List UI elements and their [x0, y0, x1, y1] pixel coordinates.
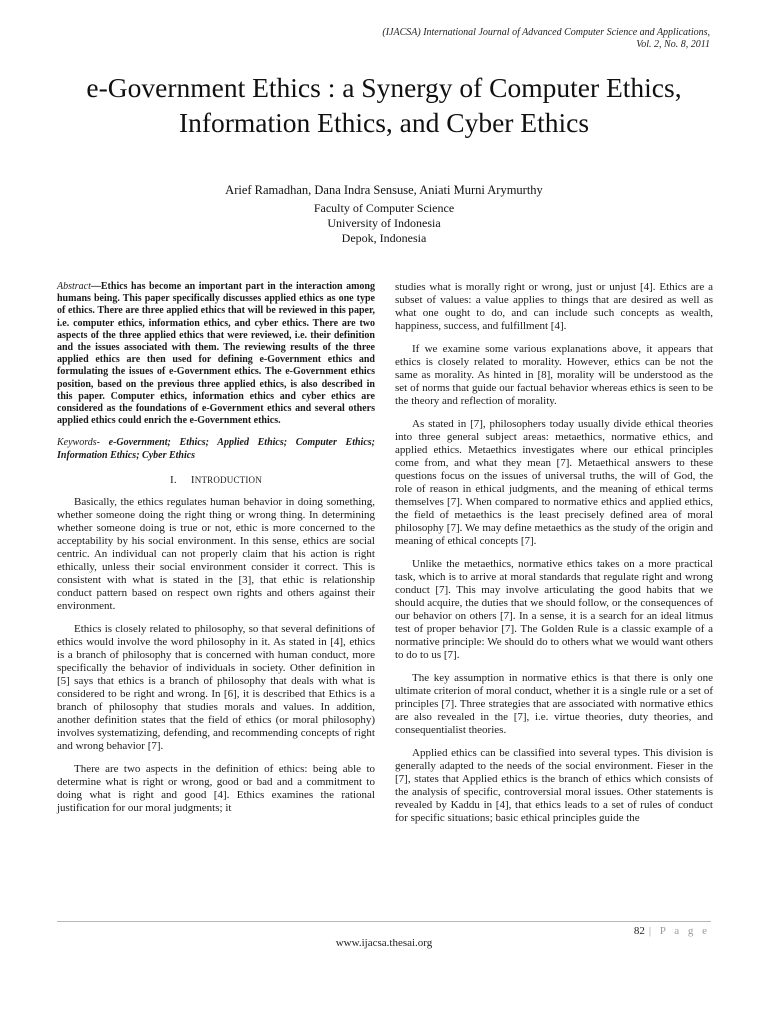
affiliation-faculty: Faculty of Computer Science	[313, 201, 455, 215]
page-number-value: 82	[633, 925, 645, 937]
journal-volume: Vol. 2, No. 8, 2011	[636, 39, 710, 50]
section-title-initial: I	[190, 473, 195, 486]
page-label: | P a g e	[648, 925, 710, 937]
paper-title-line2: Information Ethics, and Cyber Ethics	[178, 107, 590, 138]
journal-header	[382, 27, 710, 51]
paragraph: Applied ethics can be classified into several types. This division is generally adapted to the needs of the social environment. Fieser in the [7], states that Applied ethics is the branch of ethics which consists of the analysis of specific, controversial moral issues. Other statements is revealed by Kaddu in [4], that ethics leads to a set of rules of conduct for specific situations; basic ethical principles guide the	[395, 747, 713, 824]
footer-url[interactable]: www.ijacsa.thesai.org	[335, 937, 433, 949]
section-number: I.	[170, 473, 177, 486]
paragraph: Basically, the ethics regulates human behavior in doing something, whether someone doing the right thing or wrong thing. In determining whether someone doing is true or not, ethic is more concerned to the acceptability by his social environment. In this sense, ethics are social centric. An individual can not properly claim that his action is right ethically, unless their social environment consider it correct. This is consistent with what is stated in the [3], that ethic is relationship conduct pattern based on respect own rights and others against their environment.	[57, 495, 375, 612]
paragraph: The key assumption in normative ethics is that there is only one ultimate criterion of moral conduct, whether it is a single rule or a set of principles [7]. Three strategies that are associated with normative ethics are also revealed in the [7], i.e. virtue theories, duty theories, and consequentialist theories.	[395, 672, 713, 736]
affiliation-university: University of Indonesia	[327, 216, 441, 230]
section-title-rest: NTRODUCTION	[194, 474, 262, 485]
page-number	[634, 925, 710, 937]
keywords	[57, 437, 375, 461]
paper-title-line1: e-Government Ethics : a Synergy of Computer Ethics,	[86, 72, 682, 103]
abstract-lead: Abstract	[57, 281, 91, 292]
left-column	[57, 281, 375, 825]
section-heading-introduction	[57, 474, 375, 487]
paragraph: Unlike the metaethics, normative ethics takes on a more practical task, which is to arrive at moral standards that regulate right and wrong conduct [7]. This may involve articulating the good habits that we should acquire, the duties that we should follow, or the consequences of our behavior on others [7]. In a sense, it is a search for an ideal litmus test of proper behavior [7]. The Golden Rule is a classic example of a normative principle: We should do to others what we would want others to do to us [7].	[395, 558, 713, 661]
affiliation-location: Depok, Indonesia	[341, 231, 427, 245]
keywords-text: e-Government; Ethics; Applied Ethics; Computer Ethics; Information Ethics; Cyber Ethics	[57, 437, 375, 461]
abstract	[57, 281, 375, 427]
abstract-text: —Ethics has become an important part in the interaction among humans being. This paper specifically discusses applied ethics as one type of ethics. There are three applied ethics that will be reviewed in this paper, i.e. computer ethics, information ethics, and cyber ethics. There are two aspects of the three applied ethics that were reviewed, i.e. their definition and the issues associated with them. The reviewing results of the three applied ethics are then used for defining e-Government ethics and formulating the issues of e-Government ethics. The e-Government ethics position, based on the previous three applied ethics, is also described in this paper. Computer ethics, information ethics and cyber ethics are considered as the foundations of e-Government ethics and several others applied ethics could enrich the e-Government ethics.	[57, 281, 375, 427]
paragraph: There are two aspects in the definition of ethics: being able to determine what is right or wrong, good or bad and a commitment to doing what is right and good [4]. Ethics examines the rational justification for our moral judgments; it	[57, 762, 375, 814]
paper-title	[0, 70, 768, 140]
right-column	[395, 281, 713, 835]
paragraph: Ethics is closely related to philosophy, so that several definitions of ethics would involve the word philosophy in it. As stated in [4], ethics is a branch of philosophy that is concerned with human conduct, more specifically the behavior of individuals in society. Other definition in [5] says that ethics is a branch of philosophy that deals with what is considered to be right and wrong. In [6], it is described that Ethics is a branch of philosophy that studies morals and values. In addition, another definition states that the field of ethics (or moral philosophy) involves systematizing, defending, and recommending concepts of right and wrong behavior [7].	[57, 622, 375, 752]
author-block	[0, 183, 768, 246]
keywords-lead: Keywords-	[57, 437, 100, 449]
paragraph: studies what is morally right or wrong, just or unjust [4]. Ethics are a subset of values: a value applies to things that are desired as well as what one ought to do, and can include such concepts as wealth, happiness, success, and fulfillment [4].	[395, 281, 713, 332]
footer-rule	[57, 921, 711, 922]
paragraph: As stated in [7], philosophers today usually divide ethical theories into three general subject areas: metaethics, normative ethics, and applied ethics. Metaethics investigates where our ethical principles come from, and what they mean [7]. Metaethical answers to these questions focus on the issues of universal truths, the will of God, the role of reason in ethical judgments, and the meaning of ethical terms themselves [7]. When compared to normative ethics and applied ethics, the field of metaethics is the least precisely defined area of moral philosophy [7]. We may define metaethics as the study of the origin and meaning of ethical concepts [7].	[395, 418, 713, 547]
author-names: Arief Ramadhan, Dana Indra Sensuse, Aniati Murni Arymurthy	[225, 183, 543, 197]
journal-name: (IJACSA) International Journal of Advanced Computer Science and Applications,	[382, 27, 710, 38]
paragraph: If we examine some various explanations above, it appears that ethics is closely related to morality. However, ethics can be not the same as morality. As hinted in [8], morality will be understood as the set of norms that guide our factual behavior whereas ethics is seen to be the theory and reflection of morality.	[395, 343, 713, 407]
